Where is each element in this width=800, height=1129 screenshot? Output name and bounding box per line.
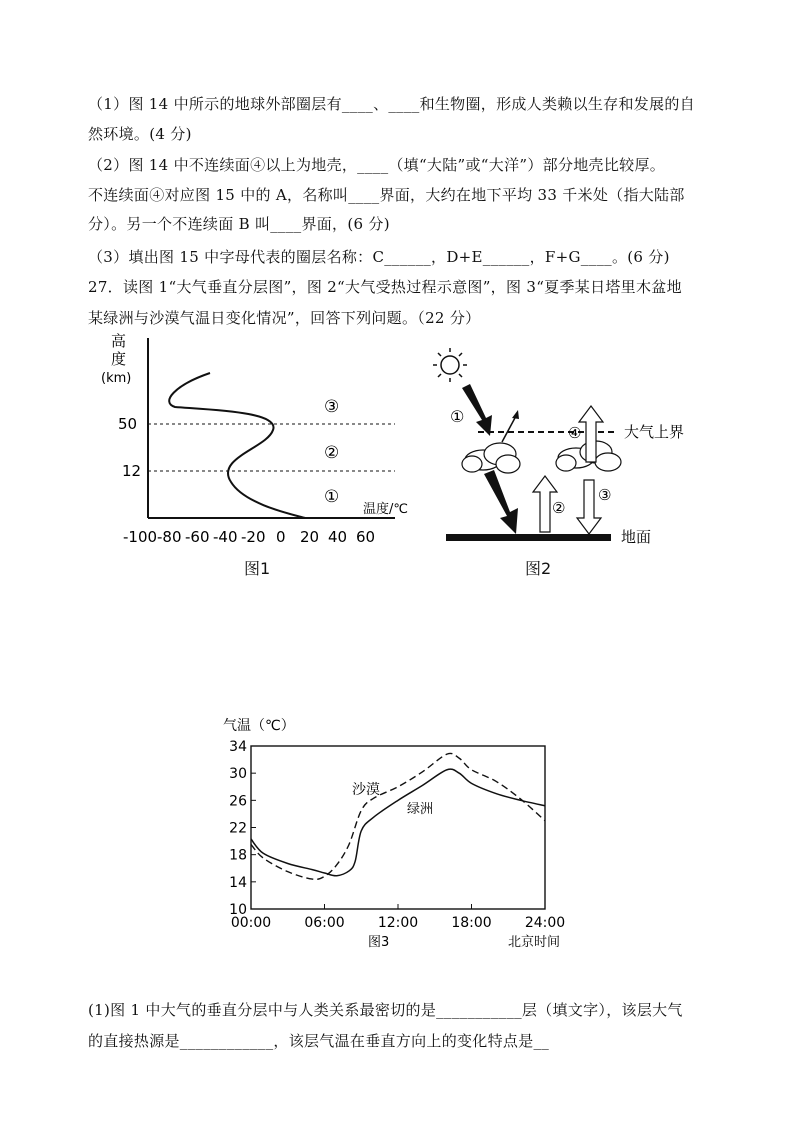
question-26-3: （3）填出图 15 中字母代表的圈层名称：C______，D+E______，F+G____。(6 分) <box>88 248 670 266</box>
fig2-marker-2: ② <box>552 499 566 517</box>
question-26-2-line1: （2）图 14 中不连续面④以上为地壳，____（填“大陆”或“大洋”）部分地壳比较厚。 <box>88 156 666 174</box>
question-27-1-line2: 的直接热源是____________，该层气温在垂直方向上的变化特点是__ <box>88 1032 550 1050</box>
fig3-oasis-series-line <box>251 769 545 876</box>
fig1-layer-2: ② <box>324 443 340 463</box>
fig3-plot-frame <box>251 746 545 909</box>
question-26-2-line3: 分）。另一个不连续面 B 叫____界面，(6 分) <box>88 215 390 233</box>
fig2-marker-3: ③ <box>598 486 612 504</box>
fig1-x-label: 温度/℃ <box>363 502 408 517</box>
fig3-y-tick-label: 22 <box>229 820 247 837</box>
fig2-reflection-arrow <box>502 416 516 442</box>
fig1-x-tick: 60 <box>356 528 376 546</box>
fig3-caption: 图3 <box>368 935 390 950</box>
fig1-y-label-2: 度 <box>111 350 127 368</box>
fig3-y-tick-label: 10 <box>229 902 247 918</box>
question-27-line2: 某绿洲与沙漠气温日变化情况”，回答下列问题。（22 分） <box>88 309 481 327</box>
fig3-y-tick-label: 30 <box>229 766 247 783</box>
fig1-temperature-curve <box>169 373 305 518</box>
fig3-y-ticks <box>229 739 256 918</box>
fig3-y-tick-label: 34 <box>229 739 247 755</box>
fig1-x-tick: -40 <box>213 528 238 546</box>
figure-1-atmosphere-layers <box>95 330 415 550</box>
question-27-line1: 27．读图 1“大气垂直分层图”，图 2“大气受热过程示意图”，图 3“夏季某日塔里木盆地 <box>88 278 682 296</box>
fig3-y-title: 气温（℃） <box>223 718 295 734</box>
fig1-y-label-3: (km) <box>101 371 132 386</box>
figure-2-heating-process <box>428 340 685 550</box>
fig3-oasis-label: 绿洲 <box>407 802 434 817</box>
fig3-desert-label: 沙漠 <box>352 782 380 798</box>
fig1-y-tick-12: 12 <box>122 462 142 480</box>
fig1-x-ticks <box>123 528 375 546</box>
fig2-solar-arrow-lower <box>484 470 518 534</box>
fig2-caption: 图2 <box>525 559 552 578</box>
fig1-layer-1: ① <box>324 487 340 507</box>
fig3-x-tick-label: 00:00 <box>230 915 272 931</box>
fig1-x-tick: -100 <box>123 528 158 546</box>
fig1-x-tick: -20 <box>241 528 266 546</box>
fig3-y-tick-label: 14 <box>229 874 247 891</box>
fig1-y-label-1: 高 <box>111 332 127 350</box>
fig2-solar-arrow-upper <box>462 384 492 436</box>
fig1-x-tick: 40 <box>328 528 348 546</box>
sun-icon <box>433 348 467 382</box>
fig3-x-tick-label: 24:00 <box>524 915 566 931</box>
fig1-x-tick: -60 <box>185 528 210 546</box>
fig2-marker-4: ④ <box>568 424 582 442</box>
fig2-ground-bar <box>446 534 611 541</box>
cloud-icon <box>462 443 520 473</box>
fig3-x-tick-label: 18:00 <box>451 915 492 931</box>
figure-3-temperature-chart <box>215 712 575 952</box>
fig1-caption: 图1 <box>244 559 271 578</box>
fig3-x-tick-label: 12:00 <box>377 915 419 931</box>
fig3-x-tick-label: 06:00 <box>304 915 345 931</box>
question-26-2-line2: 不连续面④对应图 15 中的 A，名称叫____界面，大约在地下平均 33 千米处（指大陆部 <box>88 186 685 204</box>
fig3-x-title: 北京时间 <box>508 935 561 950</box>
fig1-layer-3: ③ <box>324 397 340 417</box>
question-26-1-line1: （1）图 14 中所示的地球外部圈层有____、____和生物圈，形成人类赖以生存和发展的自 <box>88 95 695 113</box>
fig1-y-tick-50: 50 <box>118 415 138 433</box>
fig1-x-tick: -80 <box>157 528 182 546</box>
fig3-y-tick-label: 18 <box>229 847 247 864</box>
fig3-y-tick-label: 26 <box>229 793 247 810</box>
fig3-x-ticks <box>231 904 565 931</box>
fig1-x-tick: 20 <box>300 528 320 546</box>
fig3-desert-series-line <box>251 753 545 879</box>
fig2-marker-1: ① <box>450 407 465 426</box>
question-27-1-line1: (1)图 1 中大气的垂直分层中与人类关系最密切的是___________层（填文字），该层大气 <box>88 1001 683 1019</box>
question-26-1-line2: 然环境。(4 分) <box>88 125 192 143</box>
fig2-top-label: 大气上界 <box>624 423 685 441</box>
fig1-x-tick: 0 <box>276 528 286 546</box>
fig2-reflection-arrowhead <box>512 410 519 419</box>
fig2-ground-label: 地面 <box>621 528 652 546</box>
